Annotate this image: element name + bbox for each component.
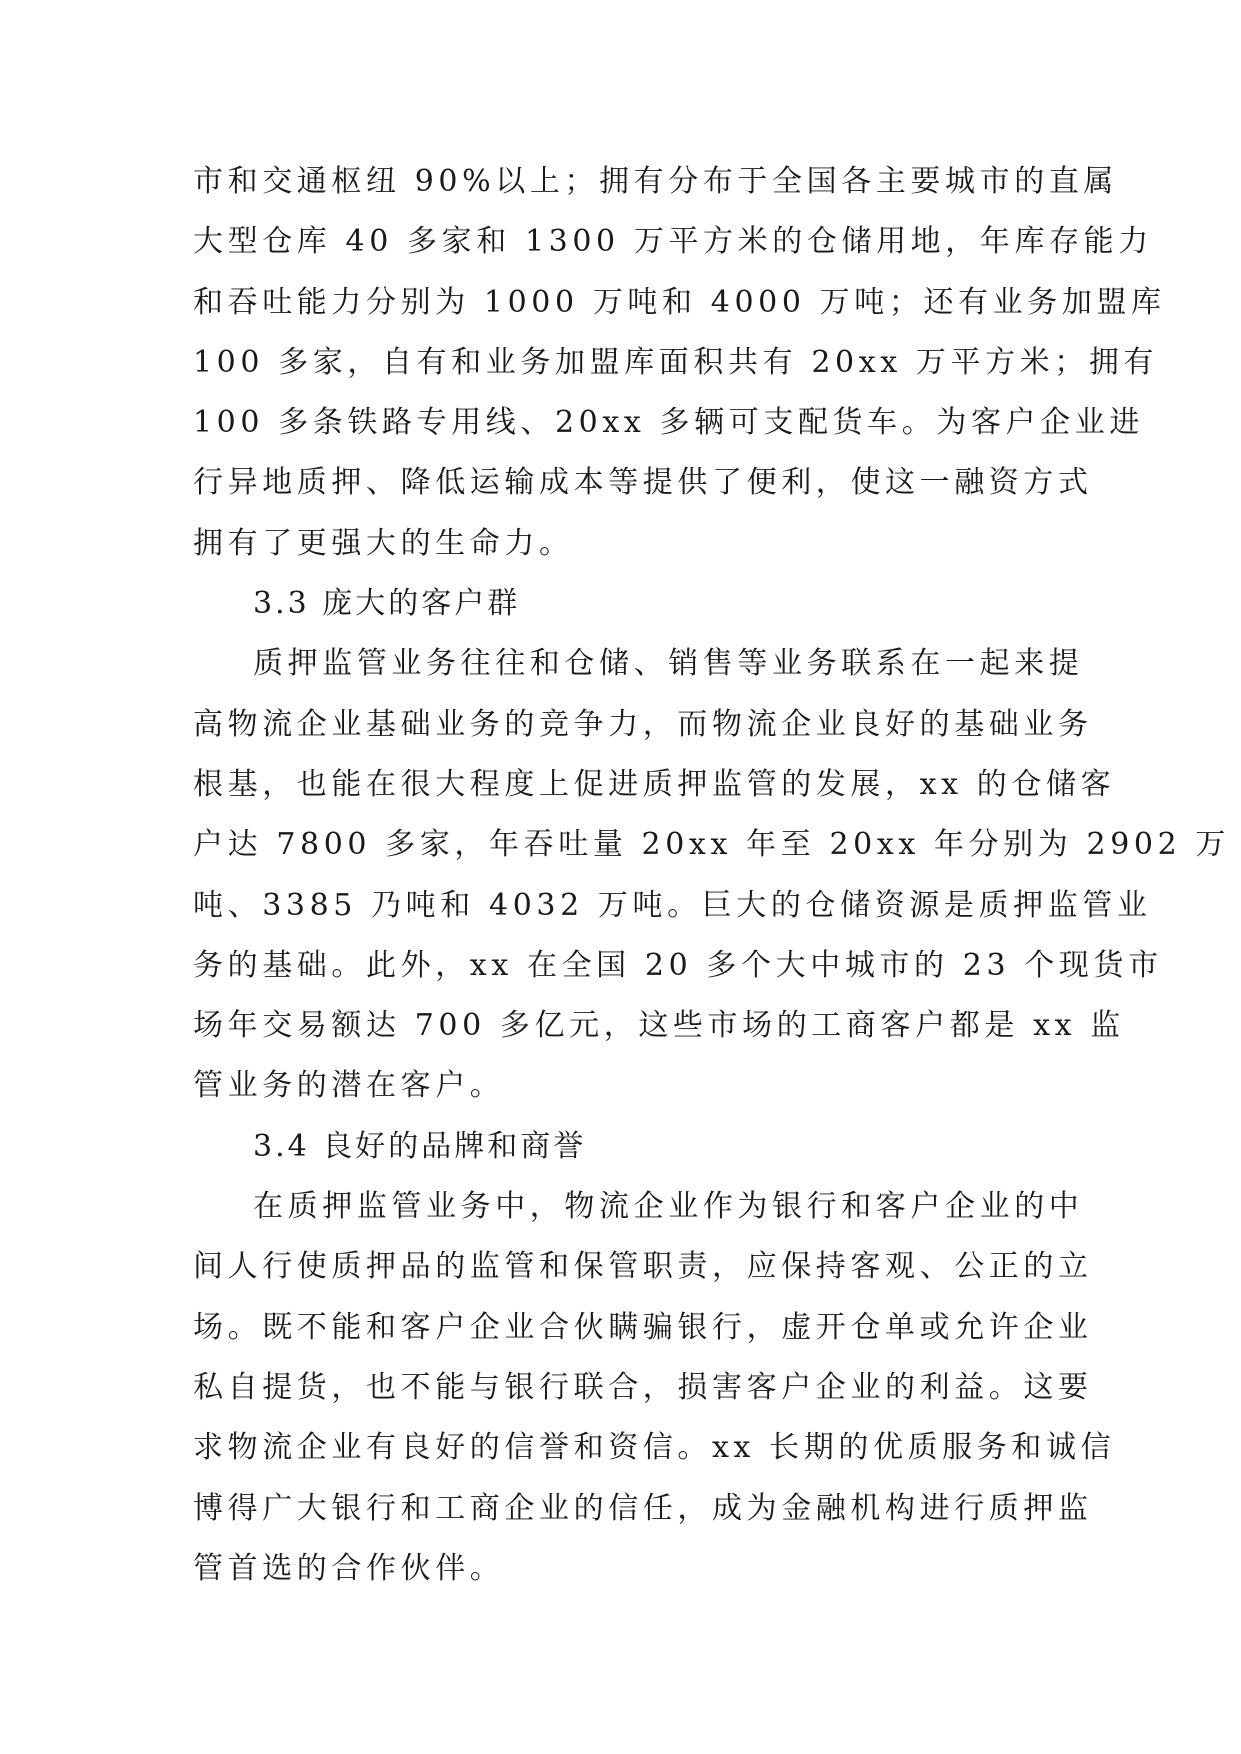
document-page bbox=[193, 152, 1231, 1599]
text-line: 场。既不能和客户企业合伙瞒骗银行，虚开仓单或允许企业 bbox=[193, 1309, 1093, 1345]
text-line: 和吞吐能力分别为 1000 万吨和 4000 万吨；还有业务加盟库 bbox=[193, 284, 1166, 320]
text-line: 行异地质押、降低运输成本等提供了便利，使这一融资方式 bbox=[193, 465, 1093, 501]
text-line: 100 多条铁路专用线、20xx 多辆可支配货车。为客户企业进 bbox=[193, 405, 1144, 441]
text-line: 根基，也能在很大程度上促进质押监管的发展，xx 的仓储客 bbox=[193, 766, 1116, 802]
text-line: 户达 7800 多家，年吞吐量 20xx 年至 20xx 年分别为 2902 万 bbox=[193, 827, 1231, 863]
text-line: 质押监管业务往往和仓储、销售等业务联系在一起来提 bbox=[253, 646, 1084, 682]
text-line: 博得广大银行和工商企业的信任，成为金融机构进行质押监 bbox=[193, 1490, 1093, 1526]
section-heading-3-4: 3.4 良好的品牌和商誉 bbox=[253, 1128, 587, 1164]
text-line: 务的基础。此外，xx 在全国 20 多个大中城市的 23 个现货市 bbox=[193, 947, 1163, 983]
text-line: 管首选的合作伙伴。 bbox=[193, 1550, 505, 1586]
text-line: 间人行使质押品的监管和保管职责，应保持客观、公正的立 bbox=[193, 1249, 1093, 1285]
text-line: 在质押监管业务中，物流企业作为银行和客户企业的中 bbox=[253, 1189, 1084, 1225]
text-line: 求物流企业有良好的信誉和资信。xx 长期的优质服务和诚信 bbox=[193, 1430, 1116, 1466]
text-line: 管业务的潜在客户。 bbox=[193, 1068, 505, 1104]
text-line: 高物流企业基础业务的竞争力，而物流企业良好的基础业务 bbox=[193, 706, 1093, 742]
section-heading-3-3: 3.3 庞大的客户群 bbox=[253, 586, 521, 622]
text-line: 吨、3385 乃吨和 4032 万吨。巨大的仓储资源是质押监管业 bbox=[193, 887, 1152, 923]
text-line: 私自提货，也不能与银行联合，损害客户企业的利益。这要 bbox=[193, 1369, 1093, 1405]
text-line: 大型仓库 40 多家和 1300 万平方米的仓储用地，年库存能力 bbox=[193, 224, 1153, 260]
paragraph-customer-base bbox=[193, 634, 1231, 1116]
text-line: 场年交易额达 700 多亿元，这些市场的工商客户都是 xx 监 bbox=[193, 1008, 1125, 1044]
paragraph-brand-reputation bbox=[193, 1177, 1116, 1599]
text-line: 市和交通枢纽 90%以上；拥有分布于全国各主要城市的直属 bbox=[193, 164, 1119, 199]
text-line: 拥有了更强大的生命力。 bbox=[193, 525, 574, 561]
text-line: 100 多家，自有和业务加盟库面积共有 20xx 万平方米；拥有 bbox=[193, 344, 1159, 380]
paragraph-warehouse-network bbox=[193, 152, 1166, 574]
